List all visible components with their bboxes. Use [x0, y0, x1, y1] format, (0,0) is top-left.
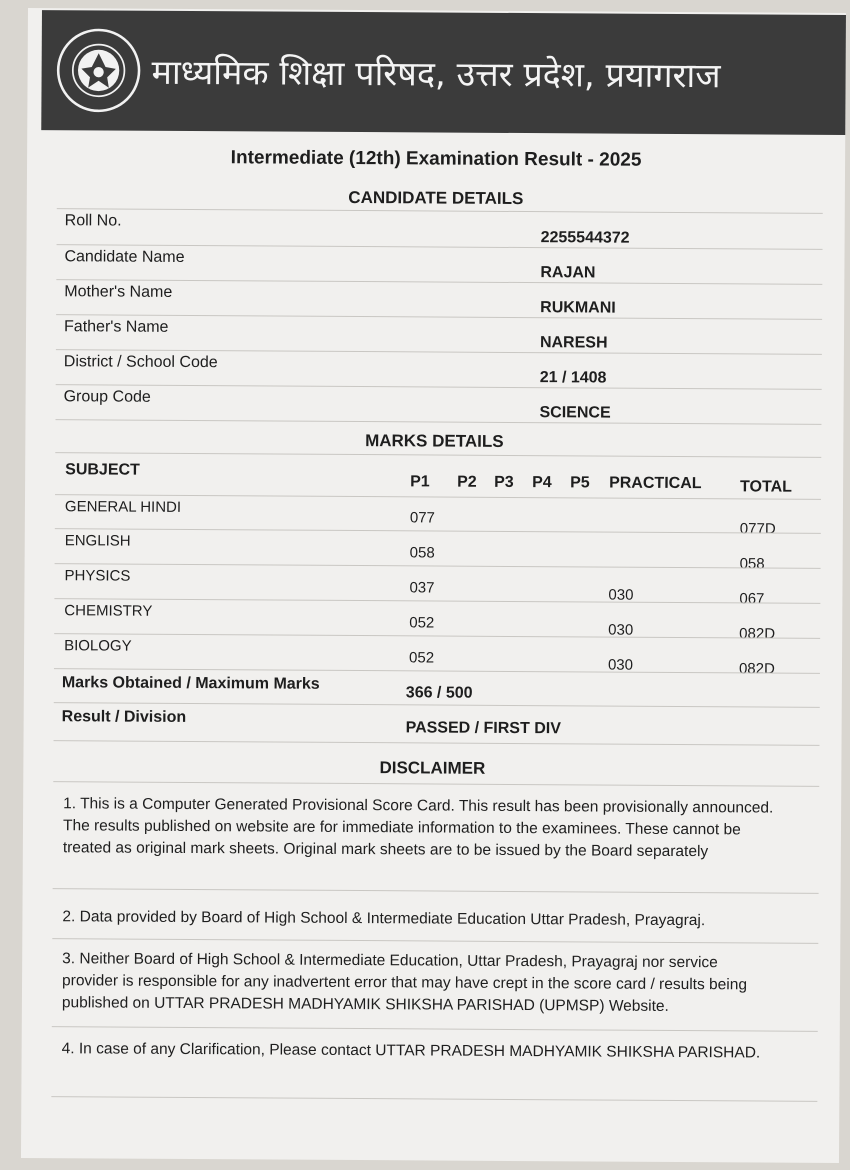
col-p1: P1 — [410, 473, 430, 491]
upmsp-seal-icon — [55, 27, 142, 114]
result-sheet — [21, 8, 846, 1163]
group-code-label: Group Code — [63, 388, 151, 406]
table-row-total: 077D — [739, 520, 776, 538]
divider — [53, 781, 819, 787]
col-p5: P5 — [570, 474, 590, 492]
district-school-code-value: 21 / 1408 — [539, 369, 607, 387]
col-p2: P2 — [457, 473, 477, 491]
table-row-p1: 077 — [409, 509, 435, 527]
divider — [56, 314, 822, 320]
table-row-p1: 052 — [409, 614, 435, 632]
disclaimer-item-3: 3. Neither Board of High School & Intermediate Education, Uttar Pradesh, Prayagraj nor service provider is responsible for any inadvertent error that may have crept in the score card / results being published on UTTAR PRADESH MADHYAMIK SHIKSHA PARISHAD (UPMSP) Website. — [61, 950, 748, 1015]
table-row-total: 058 — [739, 555, 765, 573]
divider — [54, 702, 820, 708]
page-title: Intermediate (12th) Examination Result - 2025 — [230, 147, 642, 171]
table-row-p1: 052 — [408, 649, 435, 667]
table-row-total: 082D — [738, 660, 775, 678]
father-name-value: NARESH — [539, 334, 608, 352]
mother-name-value: RUKMANI — [540, 299, 616, 317]
disclaimer-item-1: 1. This is a Computer Generated Provisional Score Card. This result has been provisionally announced. The results published on website are for immediate information to the examinees. These cannot be treated as original mark sheets. Original mark sheets are to be issued by the Board separately — [62, 795, 774, 861]
divider — [54, 633, 820, 639]
roll-no-value: 2255544372 — [540, 229, 630, 247]
result-division-label: Result / Division — [61, 708, 187, 726]
marks-obtained-label: Marks Obtained / Maximum Marks — [61, 674, 320, 693]
candidate-name-value: RAJAN — [540, 264, 596, 282]
table-row-subject: GENERAL HINDI — [64, 498, 182, 516]
col-total: TOTAL — [740, 478, 792, 496]
divider — [53, 888, 819, 894]
table-row-subject: CHEMISTRY — [64, 602, 153, 620]
divider — [52, 938, 818, 944]
table-row-p1: 037 — [409, 579, 435, 597]
table-row-practical: 030 — [608, 586, 634, 604]
divider — [55, 419, 821, 425]
divider — [54, 740, 820, 746]
divider — [52, 1026, 818, 1032]
divider — [51, 1096, 817, 1102]
table-row-practical: 030 — [607, 656, 634, 674]
divider — [54, 598, 820, 604]
table-row-total: 082D — [739, 625, 776, 643]
col-p4: P4 — [532, 474, 552, 492]
divider — [54, 668, 820, 674]
table-row-subject: PHYSICS — [64, 567, 131, 585]
candidate-details-heading: CANDIDATE DETAILS — [348, 187, 524, 209]
table-row-subject: BIOLOGY — [64, 637, 132, 655]
disclaimer-item-2: 2. Data provided by Board of High School & Intermediate Education Uttar Pradesh, Prayagraj. — [62, 908, 706, 930]
candidate-name-label: Candidate Name — [64, 248, 185, 266]
father-name-label: Father's Name — [64, 318, 169, 336]
table-row-total: 067 — [739, 590, 765, 608]
table-row-p1: 058 — [409, 544, 435, 562]
result-division-value: PASSED / FIRST DIV — [405, 719, 561, 738]
divider — [56, 384, 822, 390]
col-practical: PRACTICAL — [609, 474, 702, 493]
board-name: माध्यमिक शिक्षा परिषद, उत्तर प्रदेश, प्रयागराज — [151, 52, 721, 97]
marks-details-heading: MARKS DETAILS — [365, 431, 504, 451]
mother-name-label: Mother's Name — [64, 283, 173, 301]
table-row-subject: ENGLISH — [64, 532, 131, 550]
roll-no-label: Roll No. — [64, 212, 122, 230]
header-banner — [41, 10, 846, 135]
marks-obtained-value: 366 / 500 — [405, 684, 473, 702]
district-school-code-label: District / School Code — [63, 353, 218, 372]
group-code-value: SCIENCE — [539, 404, 611, 422]
divider — [55, 563, 821, 569]
col-p3: P3 — [494, 473, 514, 491]
disclaimer-item-4: 4. In case of any Clarification, Please contact UTTAR PRADESH MADHYAMIK SHIKSHA PARISHAD. — [61, 1040, 761, 1062]
disclaimer-heading: DISCLAIMER — [379, 758, 486, 778]
divider — [55, 528, 821, 534]
col-subject: SUBJECT — [65, 461, 140, 479]
table-row-practical: 030 — [608, 621, 634, 639]
